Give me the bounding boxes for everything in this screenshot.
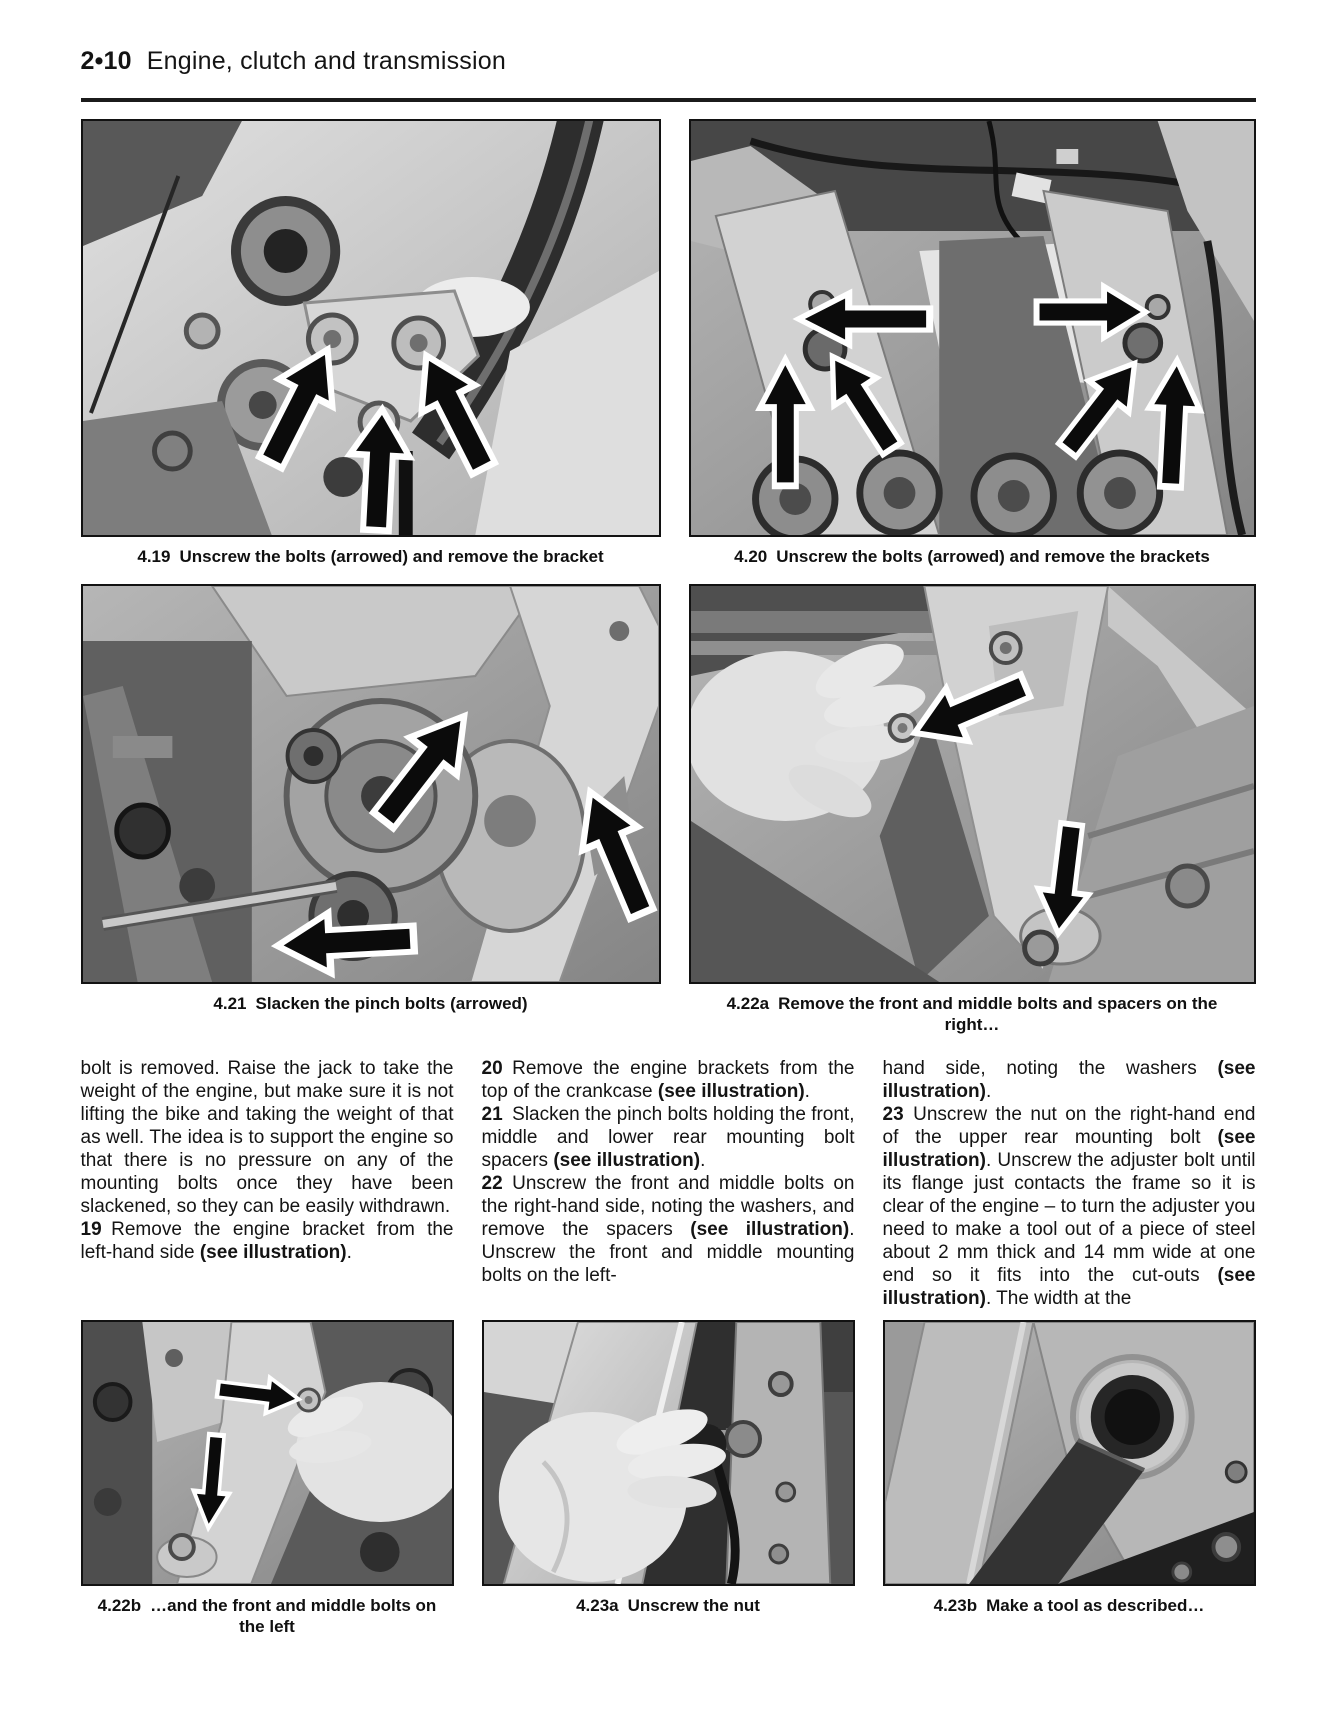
photo-4-22b-art bbox=[83, 1322, 452, 1584]
figure-caption-text: Remove the front and middle bolts and spacers on the right… bbox=[778, 994, 1218, 1034]
figure-caption-4-23a bbox=[482, 1595, 855, 1616]
photo-4-22a-art bbox=[691, 586, 1254, 982]
figure-4-22a bbox=[689, 584, 1256, 1035]
figure-number: 4.21 bbox=[213, 994, 247, 1013]
figure-caption-4-21 bbox=[81, 993, 661, 1014]
page-header bbox=[81, 48, 1256, 75]
figure-caption-text: Unscrew the nut bbox=[627, 1596, 760, 1615]
body-paragraph: 19 Remove the engine bracket from the left-hand side (see illustration). bbox=[80, 1219, 454, 1263]
figure-caption-4-19 bbox=[81, 546, 661, 567]
figure-row-1 bbox=[81, 119, 1256, 567]
photo-4-20-art bbox=[691, 121, 1254, 535]
figure-number: 4.22a bbox=[726, 994, 770, 1013]
photo-4-23b-art bbox=[885, 1322, 1254, 1584]
figure-caption-text: Make a tool as described… bbox=[986, 1596, 1205, 1615]
figure-caption-4-22a bbox=[689, 993, 1256, 1035]
figure-4-22b bbox=[81, 1320, 454, 1637]
photo-4-19-art bbox=[83, 121, 659, 535]
body-column-2 bbox=[482, 1057, 855, 1310]
page-content bbox=[81, 0, 1256, 1637]
figure-caption-text: …and the front and middle bolts on the left bbox=[150, 1596, 437, 1636]
figure-caption-text: Unscrew the bolts (arrowed) and remove the bracket bbox=[179, 547, 604, 566]
body-paragraph: 21 Slacken the pinch bolts holding the front, middle and lower rear mounting bolt spacers (see illustration). bbox=[481, 1104, 855, 1171]
figure-4-21 bbox=[81, 584, 661, 1035]
figure-caption-text: Slacken the pinch bolts (arrowed) bbox=[255, 994, 528, 1013]
photo-4-21-art bbox=[83, 586, 659, 982]
figure-caption-4-20 bbox=[689, 546, 1256, 567]
body-text bbox=[81, 1057, 1256, 1310]
photo-4-19 bbox=[81, 119, 661, 537]
photo-4-22a bbox=[689, 584, 1256, 984]
figure-number: 4.22b bbox=[97, 1596, 142, 1615]
figure-4-23b bbox=[883, 1320, 1256, 1637]
figure-caption-text: Unscrew the bolts (arrowed) and remove the brackets bbox=[776, 547, 1210, 566]
figure-caption-4-23b bbox=[883, 1595, 1256, 1616]
photo-4-23a bbox=[482, 1320, 855, 1586]
page-number: 2•10 bbox=[80, 47, 132, 75]
figure-row-2 bbox=[81, 584, 1256, 1035]
body-paragraph: 23 Unscrew the nut on the right-hand end of the upper rear mounting bolt (see illustration). Unscrew the adjuster bolt until its flange just contacts the frame so it is clear of the engine – to turn the adjuster you need to make a tool out of a piece of steel about 2 mm thick and 14 mm wide at one end so it fits into the cut-outs (see illustration). The width at the bbox=[882, 1104, 1256, 1309]
header-rule bbox=[81, 98, 1256, 102]
figure-4-19 bbox=[81, 119, 661, 567]
photo-4-23a-art bbox=[484, 1322, 853, 1584]
photo-4-20 bbox=[689, 119, 1256, 537]
chapter-title: Engine, clutch and transmission bbox=[146, 47, 506, 75]
body-column-3 bbox=[883, 1057, 1256, 1310]
figure-4-23a bbox=[482, 1320, 855, 1637]
figure-number: 4.20 bbox=[734, 547, 768, 566]
figure-number: 4.19 bbox=[137, 547, 171, 566]
body-paragraph: hand side, noting the washers (see illustration). bbox=[882, 1058, 1256, 1102]
figure-caption-4-22b bbox=[81, 1595, 454, 1637]
body-column-1 bbox=[81, 1057, 454, 1310]
photo-4-23b bbox=[883, 1320, 1256, 1586]
figure-row-3 bbox=[81, 1320, 1256, 1637]
photo-4-22b bbox=[81, 1320, 454, 1586]
body-paragraph: bolt is removed. Raise the jack to take the weight of the engine, but make sure it is not lifting the bike and taking the weight of that as well. The idea is to support the engine so that there is no pressure on any of the mounting bolts once they have been slackened, so they can be easily withdrawn. bbox=[80, 1058, 454, 1217]
photo-4-21 bbox=[81, 584, 661, 984]
figure-number: 4.23a bbox=[576, 1596, 619, 1615]
figure-4-20 bbox=[689, 119, 1256, 567]
body-paragraph: 22 Unscrew the front and middle bolts on the right-hand side, noting the washers, and remove the spacers (see illustration). Unscrew the front and middle mounting bolts on the left- bbox=[481, 1173, 855, 1286]
body-paragraph: 20 Remove the engine brackets from the top of the crankcase (see illustration). bbox=[481, 1058, 855, 1102]
figure-number: 4.23b bbox=[933, 1596, 978, 1615]
